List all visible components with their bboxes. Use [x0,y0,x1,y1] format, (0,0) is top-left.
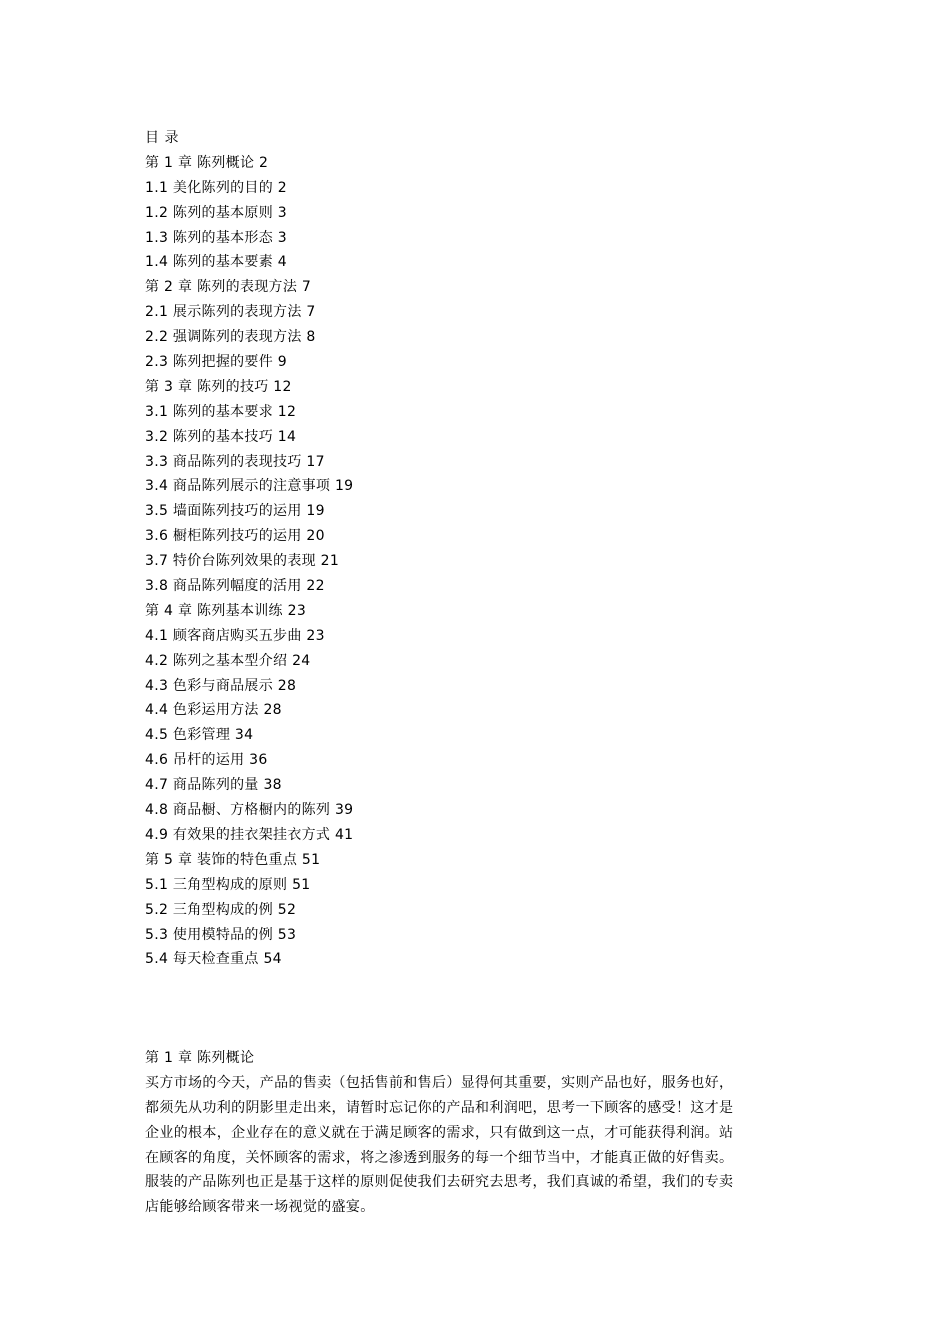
toc-entry: 1.1 美化陈列的目的 2 [145,179,287,196]
toc-entry: 2.3 陈列把握的要件 9 [145,354,287,371]
toc-entry: 第 1 章 陈列概论 2 [145,154,269,171]
toc-entry: 4.7 商品陈列的量 38 [145,777,282,794]
paragraph-line: 买方市场的今天，产品的售卖（包括售前和售后）显得何其重要，实则产品也好，服务也好， [145,1074,734,1091]
toc-entry: 4.2 陈列之基本型介绍 24 [145,652,311,669]
toc-entry: 3.8 商品陈列幅度的活用 22 [145,578,325,595]
toc-entry: 2.1 展示陈列的表现方法 7 [145,304,316,321]
toc-entry: 5.3 使用模特品的例 53 [145,926,297,943]
paragraph-line: 都须先从功利的阴影里走出来，请暂时忘记你的产品和利润吧，思考一下顾客的感受！这才是 [145,1099,734,1116]
toc-entry: 3.4 商品陈列展示的注意事项 19 [145,478,354,495]
toc-entry: 1.3 陈列的基本形态 3 [145,229,287,246]
toc-entry: 3.5 墙面陈列技巧的运用 19 [145,503,325,520]
paragraph-line: 在顾客的角度，关怀顾客的需求，将之渗透到服务的每一个细节当中，才能真正做的好售卖。 [145,1149,734,1166]
table-of-contents [145,126,825,972]
toc-entry: 4.9 有效果的挂衣架挂衣方式 41 [145,826,354,843]
toc-entry: 4.3 色彩与商品展示 28 [145,677,297,694]
toc-entry: 1.4 陈列的基本要素 4 [145,254,287,271]
toc-entry: 5.2 三角型构成的例 52 [145,901,297,918]
toc-entry: 3.7 特价台陈列效果的表现 21 [145,553,340,570]
toc-entry: 3.2 陈列的基本技巧 14 [145,428,297,445]
toc-entry: 5.4 每天检查重点 54 [145,951,282,968]
chapter-1-section [145,1046,810,1220]
toc-entry-list [145,151,825,972]
toc-entry: 4.6 吊杆的运用 36 [145,752,268,769]
toc-entry: 4.5 色彩管理 34 [145,727,254,744]
paragraph-line: 企业的根本，企业存在的意义就在于满足顾客的需求，只有做到这一点，才可能获得利润。站 [145,1124,734,1141]
toc-entry: 1.2 陈列的基本原则 3 [145,204,287,221]
toc-entry: 5.1 三角型构成的原则 51 [145,876,311,893]
toc-entry: 3.6 橱柜陈列技巧的运用 20 [145,528,325,545]
toc-entry: 4.1 顾客商店购买五步曲 23 [145,627,325,644]
toc-entry: 3.3 商品陈列的表现技巧 17 [145,453,325,470]
toc-entry: 3.1 陈列的基本要求 12 [145,403,297,420]
toc-title: 目 录 [145,130,179,146]
paragraph-line: 服装的产品陈列也正是基于这样的原则促使我们去研究去思考，我们真诚的希望，我们的专卖 [145,1174,734,1191]
toc-entry: 第 4 章 陈列基本训练 23 [145,602,307,619]
toc-entry: 第 5 章 装饰的特色重点 51 [145,851,321,868]
chapter-intro-paragraph [145,1071,810,1220]
toc-entry: 第 3 章 陈列的技巧 12 [145,378,292,395]
toc-entry: 4.8 商品橱、方格橱内的陈列 39 [145,802,354,819]
paragraph-line: 店能够给顾客带来一场视觉的盛宴。 [145,1199,375,1216]
chapter-heading: 第 1 章 陈列概论 [145,1050,255,1066]
toc-entry: 2.2 强调陈列的表现方法 8 [145,329,316,346]
toc-entry: 第 2 章 陈列的表现方法 7 [145,279,312,296]
toc-entry: 4.4 色彩运用方法 28 [145,702,282,719]
